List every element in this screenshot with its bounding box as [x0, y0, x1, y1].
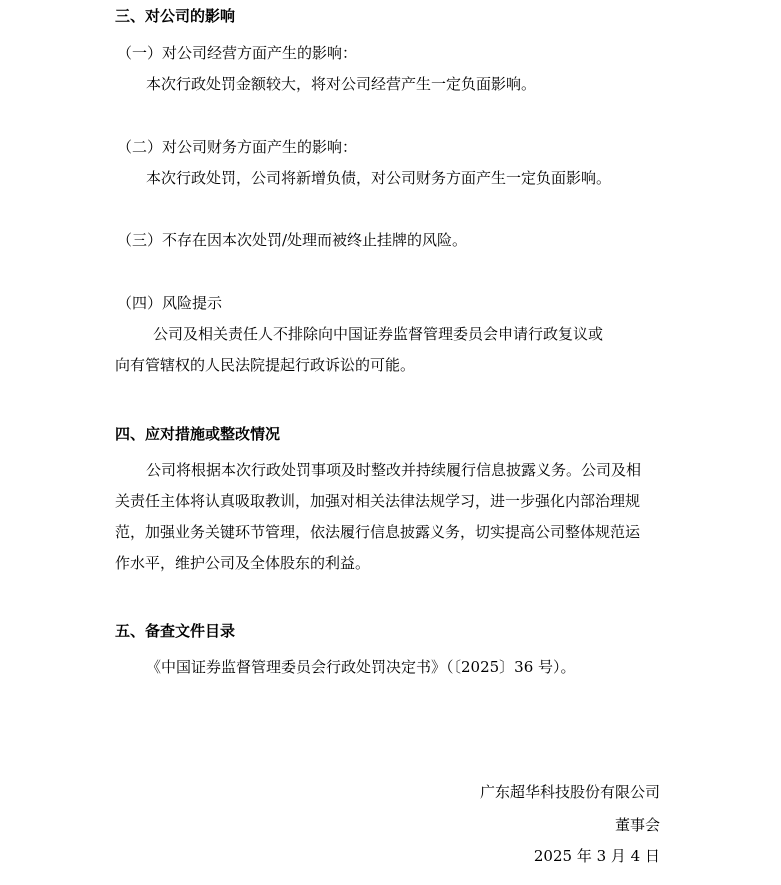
subsection-2-title: （二）对公司财务方面产生的影响： — [117, 138, 358, 156]
signature-date: 2025 年 3 月 4 日 — [533, 847, 660, 865]
section-4-body-line-2: 关责任主体将认真吸取教训，加强对相关法律法规学习，进一步强化内部治理规 — [115, 492, 641, 510]
subsection-4-body-line-2: 向有管辖权的人民法院提起行政诉讼的可能。 — [115, 356, 416, 374]
subsection-1-title: （一）对公司经营方面产生的影响： — [117, 44, 358, 62]
subsection-2-body: 本次行政处罚，公司将新增负债，对公司财务方面产生一定负面影响。 — [146, 169, 612, 187]
signature-board: 董事会 — [614, 816, 660, 834]
section-3-heading: 三、对公司的影响 — [115, 7, 236, 25]
section-4-body-line-1: 公司将根据本次行政处罚事项及时整改并持续履行信息披露义务。公司及相 — [146, 461, 642, 479]
subsection-4-title: （四）风险提示 — [117, 294, 223, 312]
section-4-body-line-3: 范，加强业务关键环节管理，依法履行信息披露义务，切实提高公司整体规范运 — [115, 523, 641, 541]
subsection-3-title: （三）不存在因本次处罚/处理而被终止挂牌的风险。 — [117, 231, 468, 249]
section-5-body: 《中国证券监督管理委员会行政处罚决定书》（〔2025〕36 号）。 — [146, 658, 576, 676]
section-5-heading: 五、备查文件目录 — [115, 622, 236, 640]
section-4-body-line-4: 作水平，维护公司及全体股东的利益。 — [115, 554, 371, 572]
section-4-heading: 四、应对措施或整改情况 — [115, 425, 281, 443]
subsection-1-body: 本次行政处罚金额较大，将对公司经营产生一定负面影响。 — [146, 75, 537, 93]
subsection-4-body-line-1: 公司及相关责任人不排除向中国证券监督管理委员会申请行政复议或 — [153, 325, 604, 343]
signature-company: 广东超华科技股份有限公司 — [479, 783, 660, 801]
